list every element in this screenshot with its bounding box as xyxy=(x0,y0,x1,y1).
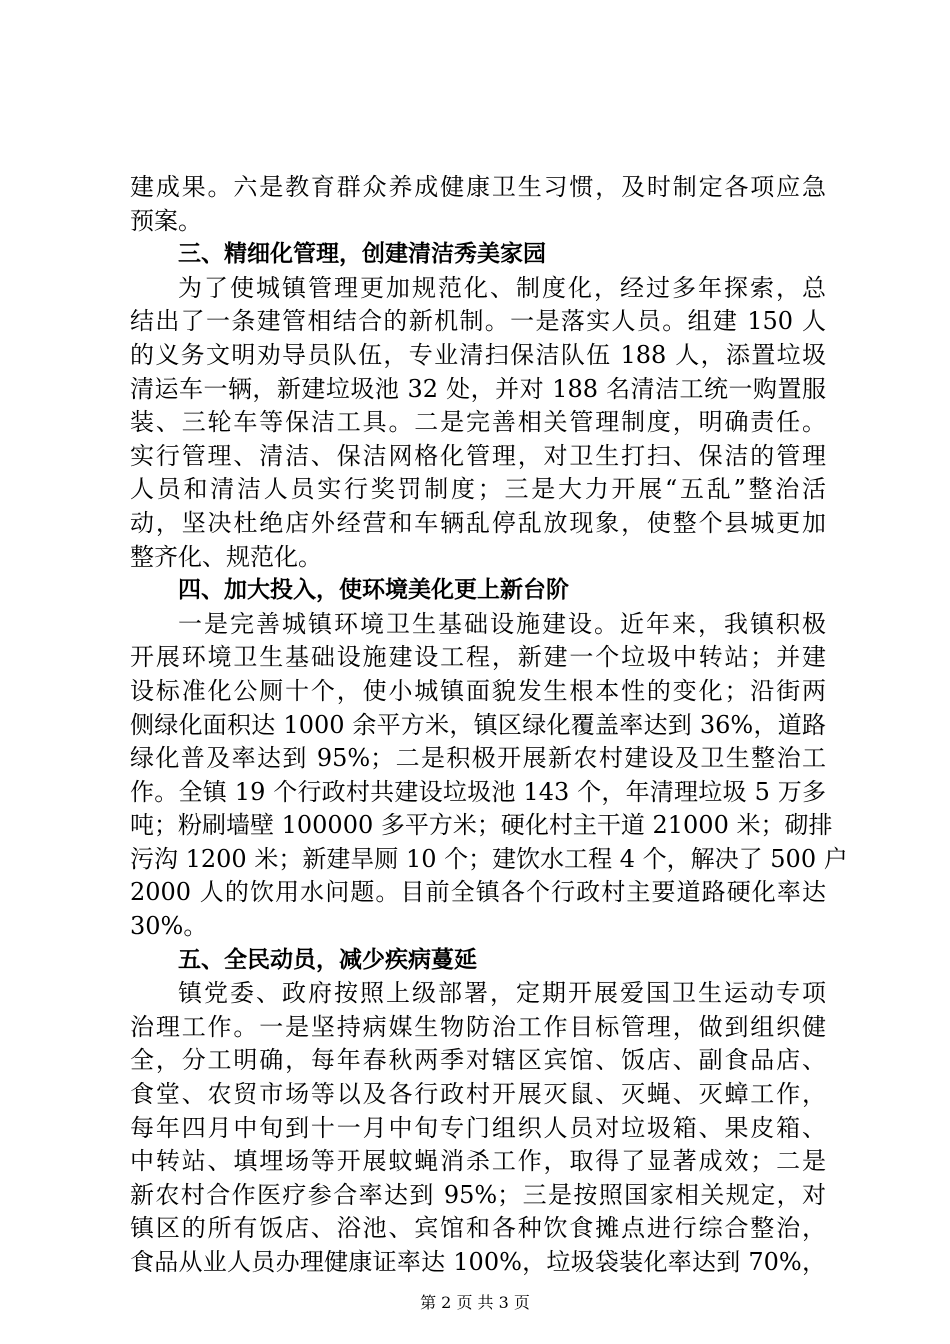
text-line: 结出了一条建管相结合的新机制。一是落实人员。组建 150 人 xyxy=(130,307,826,336)
paragraph xyxy=(130,608,848,944)
text-line: 每年四月中旬到十一月中旬专门组织人员对垃圾箱、果皮箱、 xyxy=(130,1113,826,1142)
text-line: 全，分工明确，每年春秋两季对辖区宾馆、饭店、副食品店、 xyxy=(130,1046,826,1075)
text-line: 新农村合作医疗参合率达到 95%；三是按照国家相关规定，对 xyxy=(130,1180,826,1209)
text-line: 人员和清洁人员实行奖罚制度；三是大力开展“五乱”整治活 xyxy=(130,475,826,504)
text-line: 开展环境卫生基础设施建设工程，新建一个垃圾中转站；并建 xyxy=(130,643,826,672)
text-line: 污沟 1200 米；新建旱厕 10 个；建饮水工程 4 个，解决了 500 户 xyxy=(130,844,848,873)
text-line: 为了使城镇管理更加规范化、制度化，经过多年探索，总 xyxy=(178,273,826,302)
text-line: 食品从业人员办理健康证率达 100%，垃圾袋装化率达到 70%， xyxy=(130,1248,826,1276)
text-line: 侧绿化面积达 1000 余平方米，镇区绿化覆盖率达到 36%，道路 xyxy=(130,710,826,739)
text-line: 预案。 xyxy=(130,206,202,235)
text-line: 作。全镇 19 个行政村共建设垃圾池 143 个，年清理垃圾 5 万多 xyxy=(130,777,826,806)
text-line: 装、三轮车等保洁工具。二是完善相关管理制度，明确责任。 xyxy=(130,408,826,437)
text-line: 实行管理、清洁、保洁网格化管理，对卫生打扫、保洁的管理 xyxy=(130,441,826,470)
text-line: 整齐化、规范化。 xyxy=(130,542,322,571)
document-body xyxy=(130,171,848,1280)
text-line: 动，坚决杜绝店外经营和车辆乱停乱放现象，使整个县城更加 xyxy=(130,508,826,537)
text-line: 吨；粉刷墙壁 100000 多平方米；硬化村主干道 21000 米；砌排 xyxy=(130,811,833,840)
text-line: 清运车一辆，新建垃圾池 32 处，并对 188 名清洁工统一购置服 xyxy=(130,374,826,403)
section-heading: 四、加大投入，使环境美化更上新台阶 xyxy=(178,577,569,604)
paragraph xyxy=(130,272,826,574)
paragraph xyxy=(130,171,826,238)
text-line: 30%。 xyxy=(130,912,208,941)
text-line: 中转站、填埋场等开展蚊蝇消杀工作，取得了显著成效；二是 xyxy=(130,1147,826,1176)
text-line: 建成果。六是教育群众养成健康卫生习惯，及时制定各项应急 xyxy=(130,173,826,201)
text-line: 一是完善城镇环境卫生基础设施建设。近年来，我镇积极 xyxy=(178,609,826,638)
text-line: 的义务文明劝导员队伍，专业清扫保洁队伍 188 人，添置垃圾 xyxy=(130,340,826,369)
text-line: 镇党委、政府按照上级部署，定期开展爱国卫生运动专项 xyxy=(178,979,826,1008)
text-line: 镇区的所有饭店、浴池、宾馆和各种饮食摊点进行综合整治， xyxy=(130,1214,826,1243)
page-footer: 第 2 页 共 3 页 xyxy=(420,1293,530,1312)
text-line: 2000 人的饮用水问题。目前全镇各个行政村主要道路硬化率达 xyxy=(130,878,826,907)
section-heading: 五、全民动员，减少疾病蔓延 xyxy=(178,946,477,973)
text-line: 治理工作。一是坚持病媒生物防治工作目标管理，做到组织健 xyxy=(130,1012,826,1041)
section-heading: 三、精细化管理，创建清洁秀美家园 xyxy=(178,241,546,268)
text-line: 食堂、农贸市场等以及各行政村开展灭鼠、灭蝇、灭蟑工作， xyxy=(130,1080,826,1109)
text-line: 设标准化公厕十个，使小城镇面貌发生根本性的变化；沿街两 xyxy=(130,676,826,705)
paragraph xyxy=(130,977,826,1279)
text-line: 绿化普及率达到 95%；二是积极开展新农村建设及卫生整治工 xyxy=(130,744,826,773)
